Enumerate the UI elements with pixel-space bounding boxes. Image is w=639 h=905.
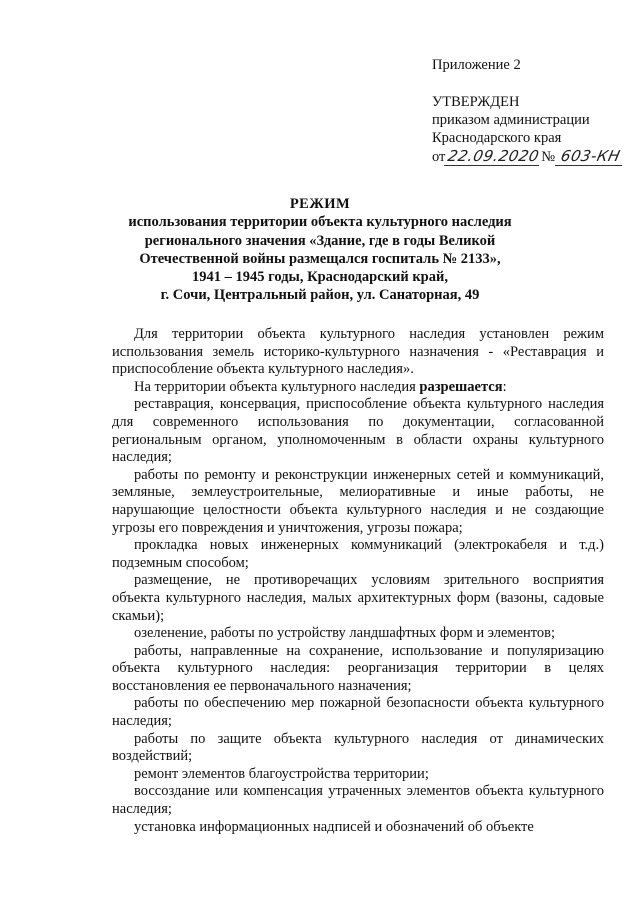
list-item: реставрация, консервация, приспособление объекта культурного наследия для современного использования по документации, согласованной региональным органом, уполномоченным в области охраны культурного наследия;	[112, 396, 604, 466]
handwritten-number: 603-КН	[555, 147, 626, 166]
paragraph-regime: Для территории объекта культурного наследия установлен режим использования земель историко-культурного назначения - «Реставрация и приспособление объекта культурного наследия».	[112, 326, 604, 378]
heading-line: использования территории объекта культурного наследия	[128, 214, 512, 231]
heading-line: 1941 – 1945 годы, Краснодарский край,	[192, 269, 448, 286]
approval-block	[432, 56, 632, 169]
list-item: работы по ремонту и реконструкции инженерных сетей и коммуникаций, земляные, землеустроительные, мелиоративные и иные работы, не нарушающие целостности объекта культурного наследия и не создающие угрозы его повреждения и уничтожения, угрозы пожара;	[112, 466, 604, 536]
heading-line: регионального значения «Здание, где в годы Великой	[144, 232, 496, 249]
list-item: размещение, не противоречащих условиям зрительного восприятия объекта культурного наследия, малых архитектурных форм (вазоны, садовые скамьи);	[112, 572, 604, 624]
list-item: работы, направленные на сохранение, использование и популяризацию объекта культурного наследия: реорганизация территории в целях восстановления ее первоначального назначения;	[112, 642, 604, 694]
list-item: работы по защите объекта культурного наследия от динамических воздействий;	[112, 730, 604, 765]
document-heading	[120, 195, 520, 305]
heading-line: Отечественной войны размещался госпиталь № 2133»,	[139, 250, 501, 267]
number-label: №	[541, 149, 556, 165]
handwritten-date: 22.09.2020	[444, 147, 543, 166]
allowed-word: разрешается	[419, 378, 503, 395]
allowed-colon: :	[502, 378, 507, 395]
allowed-intro-text: На территории объекта культурного наследия	[134, 378, 420, 395]
list-item: ремонт элементов благоустройства территории;	[134, 765, 429, 782]
list-item: работы по обеспечению мер пожарной безопасности объекта культурного наследия;	[112, 695, 604, 730]
paragraph-allowed-intro	[112, 379, 604, 397]
approval-date-line	[432, 147, 632, 169]
list-item: прокладка новых инженерных коммуникаций (электрокабеля и т.д.) подземным способом;	[112, 537, 604, 571]
document-body	[112, 326, 604, 836]
annex-label: Приложение 2	[432, 57, 521, 73]
list-item: озеленение, работы по устройству ландшафтных форм и элементов;	[134, 625, 556, 642]
heading-line: г. Сочи, Центральный район, ул. Санаторная, 49	[160, 287, 480, 304]
from-label: от	[432, 149, 446, 165]
heading-title: РЕЖИМ	[289, 196, 351, 212]
approved-label: УТВЕРЖДЕН	[432, 94, 520, 110]
approval-line-1: приказом администрации	[432, 112, 590, 128]
list-item: воссоздание или компенсация утраченных элементов объекта культурного наследия;	[112, 783, 604, 818]
approval-line-2: Краснодарского края	[432, 130, 562, 146]
list-item: установка информационных надписей и обозначений об объекте	[134, 818, 534, 835]
